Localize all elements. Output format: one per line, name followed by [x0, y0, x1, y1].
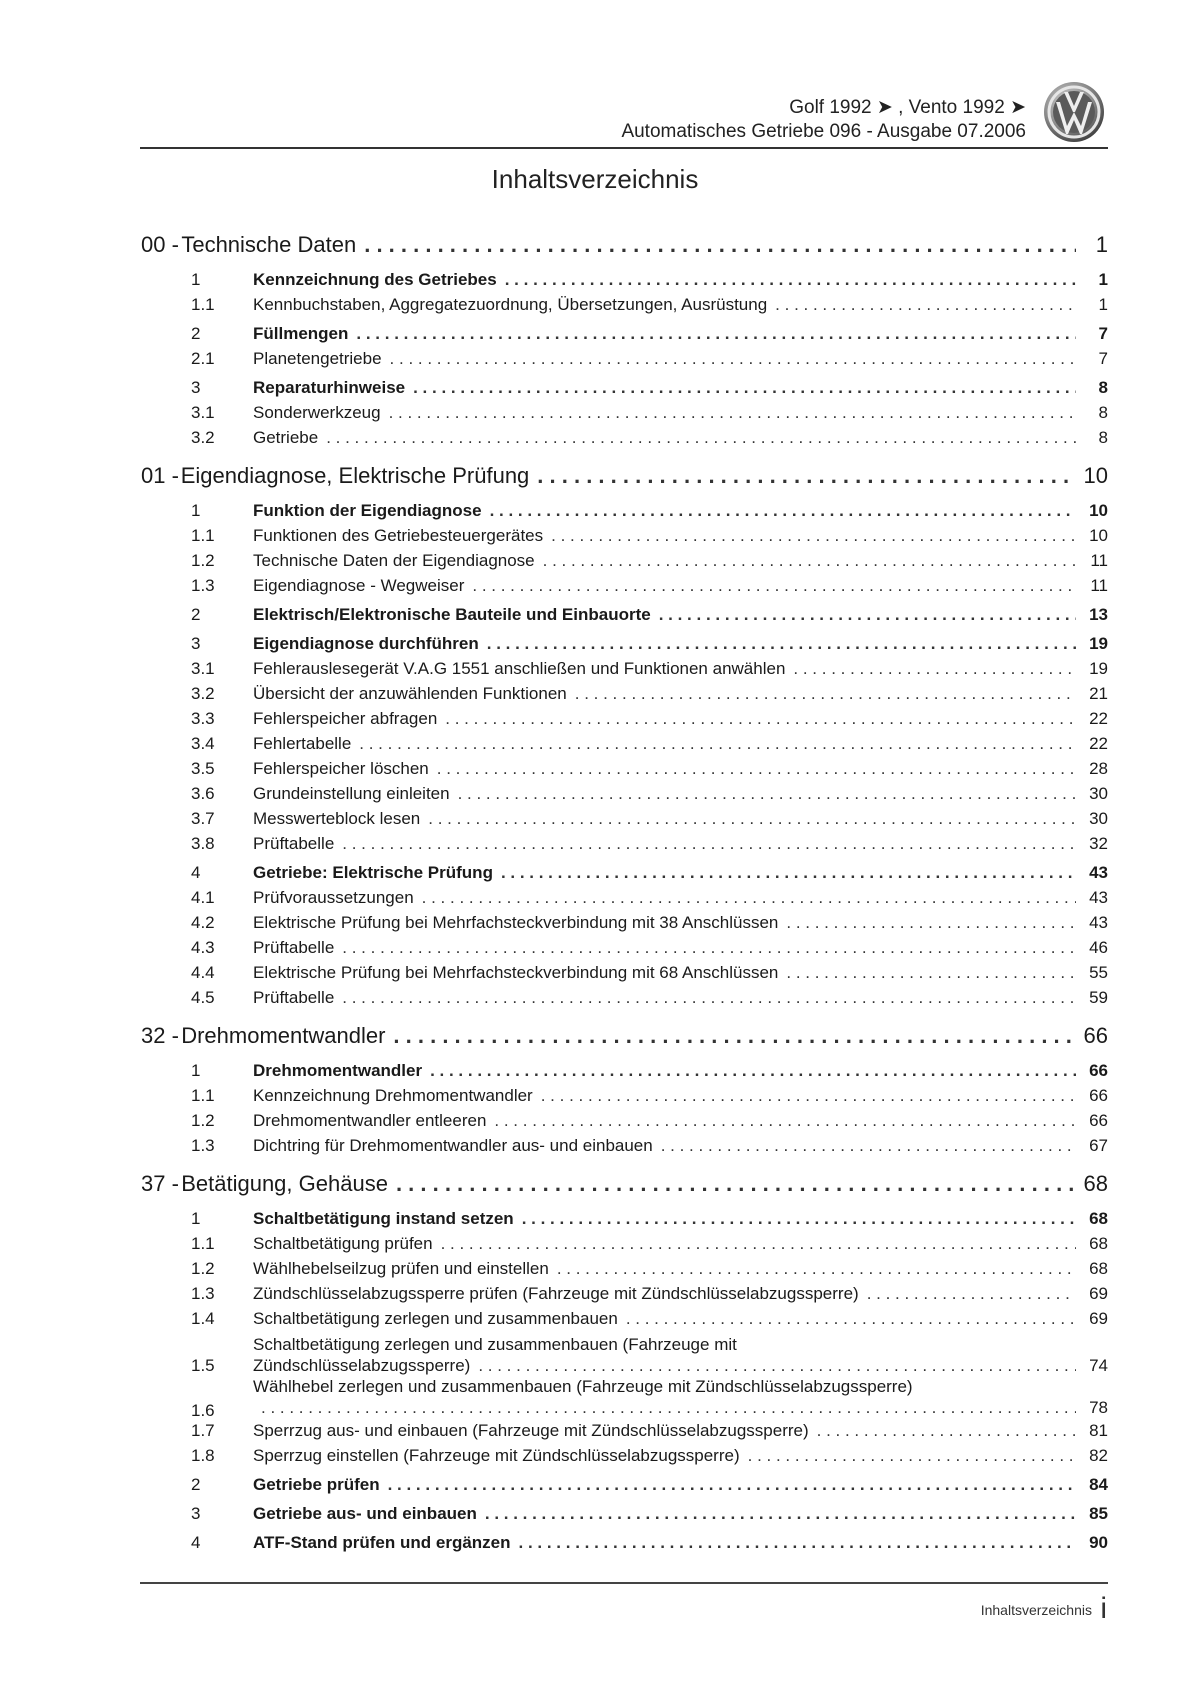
header-models: Golf 1992 ➤ , Vento 1992 ➤: [789, 97, 1026, 118]
toc-entry-level2[interactable]: [141, 526, 1108, 551]
toc-chapter[interactable]: [141, 232, 1108, 266]
toc-entry-level2[interactable]: [141, 349, 1108, 374]
dot-leader: [472, 576, 1076, 596]
toc-entry-page: 30: [1089, 784, 1108, 803]
toc-entry-title: Kennzeichnung des Getriebes: [253, 270, 497, 289]
toc-entry-number: 4.1: [191, 888, 215, 907]
dot-leader: [388, 1475, 1076, 1495]
dot-leader: [413, 378, 1076, 398]
toc-entry-page: 66: [1089, 1061, 1108, 1080]
toc-entry-page: 10: [1083, 463, 1108, 488]
toc-entry-title: Eigendiagnose, Elektrische Prüfung: [180, 463, 530, 488]
dot-leader: [501, 863, 1076, 883]
toc-entry-level2[interactable]: [141, 295, 1108, 320]
toc-entry-page: 67: [1089, 1136, 1108, 1155]
header-text: [621, 96, 1026, 144]
dot-leader: [537, 463, 1076, 489]
toc-entry-number: 1.3: [191, 1284, 215, 1303]
toc-entry-level2[interactable]: [141, 684, 1108, 709]
toc-entry-title: Schaltbetätigung zerlegen und zusammenbauen (Fahrzeuge mit: [253, 1335, 737, 1354]
toc-entry-number: 3.6: [191, 784, 215, 803]
dot-leader: [626, 1309, 1076, 1329]
dot-leader: [490, 501, 1076, 521]
toc-entry-number: 32 -: [141, 1023, 179, 1048]
dot-leader: [748, 1446, 1076, 1466]
toc-entry-page: 43: [1089, 863, 1108, 882]
toc-entry-title: Getriebe: Elektrische Prüfung: [253, 863, 493, 882]
toc-entry-title: Elektrische Prüfung bei Mehrfachsteckverbindung mit 38 Anschlüssen: [253, 913, 779, 932]
toc-entry-page: 69: [1089, 1309, 1108, 1328]
toc-entry-number: 1.2: [191, 1111, 215, 1130]
toc-entry-level2[interactable]: [141, 1309, 1108, 1334]
toc-entry-level1[interactable]: [141, 1475, 1108, 1500]
dot-leader: [428, 809, 1076, 829]
toc-entry-number: 3.5: [191, 759, 215, 778]
toc-entry-title: Sperrzug aus- und einbauen (Fahrzeuge mit Zündschlüsselabzugssperre): [253, 1421, 809, 1440]
toc-entry-number: 3.3: [191, 709, 215, 728]
toc-entry-level2[interactable]: [141, 963, 1108, 988]
dot-leader: [793, 659, 1076, 679]
dot-leader: [478, 1355, 1076, 1376]
toc-entry-page: 66: [1083, 1023, 1108, 1048]
toc-entry-level1[interactable]: [141, 605, 1108, 630]
toc-chapter[interactable]: [141, 1171, 1108, 1205]
dot-leader: [445, 709, 1076, 729]
toc-entry-page: 69: [1089, 1284, 1108, 1303]
toc-entry-page: 21: [1089, 684, 1108, 703]
footer-page-marker: i: [1100, 1592, 1107, 1625]
toc-entry-page: 1: [1098, 295, 1108, 314]
toc-entry-page: 68: [1089, 1259, 1108, 1278]
toc-entry-number: 3.1: [191, 659, 215, 678]
toc-entry-number: 4: [191, 1533, 201, 1552]
dot-leader: [342, 938, 1076, 958]
page-title: Inhaltsverzeichnis: [491, 164, 699, 194]
toc-entry-title: Schaltbetätigung zerlegen und zusammenbauen: [253, 1309, 618, 1328]
toc-entry-number: 3.7: [191, 809, 215, 828]
toc-entry-level2[interactable]: [141, 888, 1108, 913]
toc-entry-page: 11: [1090, 576, 1108, 595]
dot-leader: [522, 1209, 1076, 1229]
toc-entry-level2[interactable]: [141, 734, 1108, 759]
toc-entry-number: 2: [191, 1475, 201, 1494]
dot-leader: [359, 734, 1076, 754]
toc-entry-page: 10: [1089, 526, 1108, 545]
toc-entry-page: 7: [1098, 324, 1108, 343]
toc-entry-level2[interactable]: [141, 1086, 1108, 1111]
toc-entry-title: Wählhebelseilzug prüfen und einstellen: [253, 1259, 549, 1278]
toc-entry-title: Technische Daten: [181, 232, 357, 257]
toc-entry-title: Wählhebel zerlegen und zusammenbauen (Fahrzeuge mit Zündschlüsselabzugssperre): [253, 1377, 913, 1396]
toc-entry-number: 1.6: [191, 1401, 215, 1420]
toc-entry-title: Drehmomentwandler: [181, 1023, 386, 1048]
toc-entry-title: Fehlerspeicher löschen: [253, 759, 429, 778]
toc-entry-number: 4.5: [191, 988, 215, 1007]
toc-entry-title: Betätigung, Gehäuse: [181, 1171, 388, 1196]
toc-entry-number: 2.1: [191, 349, 215, 368]
toc-entry-level2[interactable]: [141, 1259, 1108, 1284]
toc-entry-page: 8: [1098, 403, 1108, 422]
toc-entry-number: 01 -: [141, 463, 179, 488]
dot-leader: [575, 684, 1076, 704]
toc-entry-page: 28: [1089, 759, 1108, 778]
toc-entry-number: 1.1: [191, 526, 215, 545]
toc-entry-number: 1: [191, 1209, 201, 1228]
toc-entry-number: 3.4: [191, 734, 215, 753]
dot-leader: [261, 1397, 1076, 1418]
toc-entry-number: 2: [191, 324, 201, 343]
dot-leader: [390, 349, 1076, 369]
toc-entry-level2[interactable]: [141, 709, 1108, 734]
toc-entry-title: Getriebe prüfen: [253, 1475, 380, 1494]
dot-leader: [441, 1234, 1076, 1254]
toc-entry-level2[interactable]: [141, 759, 1108, 784]
toc-entry-title: Kennbuchstaben, Aggregatezuordnung, Übersetzungen, Ausrüstung: [253, 295, 768, 314]
toc-entry-number: 3.2: [191, 684, 215, 703]
toc-entry-number: 1: [191, 501, 201, 520]
dot-leader: [396, 1171, 1076, 1197]
toc-entry-title: Drehmomentwandler: [253, 1061, 423, 1080]
toc-entry-number: 4.4: [191, 963, 215, 982]
toc-entry-title: Zündschlüsselabzugssperre prüfen (Fahrzeuge mit Zündschlüsselabzugssperre): [253, 1284, 859, 1303]
toc-chapter[interactable]: [141, 463, 1108, 497]
toc-entry-number: 4.3: [191, 938, 215, 957]
toc-entry-number: 1.1: [191, 295, 215, 314]
toc-entry-level2[interactable]: [141, 428, 1108, 453]
header-divider: [140, 147, 1108, 149]
dot-leader: [326, 428, 1076, 448]
dot-leader: [437, 759, 1076, 779]
toc-entry-page: 13: [1089, 605, 1108, 624]
toc-entry-level2[interactable]: [141, 913, 1108, 938]
toc-entry-title: Eigendiagnose - Wegweiser: [253, 576, 465, 595]
toc-entry-number: 1.5: [191, 1356, 215, 1375]
toc-entry-page: 8: [1098, 378, 1108, 397]
toc-entry-title: Elektrisch/Elektronische Bauteile und Einbauorte: [253, 605, 651, 624]
toc-entry-level2[interactable]: [141, 1334, 1108, 1376]
dot-leader: [775, 295, 1076, 315]
toc-entry-number: 4: [191, 863, 201, 882]
toc-entry-page: 43: [1089, 913, 1108, 932]
toc-entry-number: 1.4: [191, 1309, 215, 1328]
toc-entry-level2[interactable]: [141, 1136, 1108, 1161]
footer-divider: [140, 1582, 1108, 1584]
toc-entry-title: Elektrische Prüfung bei Mehrfachsteckverbindung mit 68 Anschlüssen: [253, 963, 779, 982]
dot-leader: [364, 232, 1076, 258]
toc-entry-level2[interactable]: [141, 938, 1108, 963]
toc-entry-page: 7: [1098, 349, 1108, 368]
toc-entry-title: Getriebe: [253, 428, 319, 447]
toc-entry-level1[interactable]: [141, 1504, 1108, 1529]
toc-entry-number: 1.7: [191, 1421, 215, 1440]
toc-entry-title: Funktionen des Getriebesteuergerätes: [253, 526, 544, 545]
toc-entry-number: 1: [191, 270, 201, 289]
footer-label: Inhaltsverzeichnis: [980, 1602, 1092, 1618]
toc-entry-page: 66: [1089, 1111, 1108, 1130]
dot-leader: [551, 526, 1076, 546]
dot-leader: [389, 403, 1076, 423]
toc-entry-page: 68: [1089, 1209, 1108, 1228]
toc-entry-title: Reparaturhinweise: [253, 378, 406, 397]
toc-entry-level2[interactable]: [141, 1234, 1108, 1259]
toc-entry-title: ATF-Stand prüfen und ergänzen: [253, 1533, 511, 1552]
toc-entry-number: 3: [191, 634, 201, 653]
dot-leader: [543, 551, 1076, 571]
toc-entry-page: 85: [1089, 1504, 1108, 1523]
dot-leader: [786, 913, 1076, 933]
toc-entry-number: 00 -: [141, 232, 179, 257]
toc-entry-title: Prüftabelle: [253, 988, 335, 1007]
toc-entry-title: Prüftabelle: [253, 834, 335, 853]
toc-entry-page: 11: [1090, 551, 1108, 570]
toc-entry-title: Sperrzug einstellen (Fahrzeuge mit Zündschlüsselabzugssperre): [253, 1446, 740, 1465]
toc-entry-page: 22: [1089, 734, 1108, 753]
toc-entry-title: Getriebe aus- und einbauen: [253, 1504, 477, 1523]
dot-leader: [557, 1259, 1076, 1279]
dot-leader: [430, 1061, 1076, 1081]
dot-leader: [494, 1111, 1076, 1131]
toc-entry-page: 10: [1089, 501, 1108, 520]
toc-entry-level1[interactable]: [141, 1061, 1108, 1086]
toc-entry-page: 66: [1089, 1086, 1108, 1105]
toc-entry-number: 1.1: [191, 1234, 215, 1253]
dot-leader: [342, 834, 1076, 854]
toc-entry-page: 81: [1089, 1421, 1108, 1440]
dot-leader: [393, 1023, 1076, 1049]
dot-leader: [817, 1421, 1076, 1441]
toc-entry-number: 2: [191, 605, 201, 624]
toc-entry-title: Schaltbetätigung prüfen: [253, 1234, 433, 1253]
dot-leader: [519, 1533, 1076, 1553]
toc-entry-number: 3.8: [191, 834, 215, 853]
toc-entry-level2[interactable]: [141, 403, 1108, 428]
toc-entry-level2[interactable]: [141, 1111, 1108, 1136]
toc-entry-page: 74: [1089, 1356, 1108, 1375]
toc-entry-page: 1: [1098, 270, 1108, 289]
toc-entry-level1[interactable]: [141, 1533, 1108, 1558]
toc-entry-level2[interactable]: [141, 551, 1108, 576]
toc-entry-page: 68: [1083, 1171, 1108, 1196]
toc-entry-title: Technische Daten der Eigendiagnose: [253, 551, 535, 570]
toc-entry-title: Funktion der Eigendiagnose: [253, 501, 482, 520]
dot-leader: [541, 1086, 1076, 1106]
toc-entry-title: Planetengetriebe: [253, 349, 382, 368]
toc-entry-number: 1.2: [191, 551, 215, 570]
toc-entry-number: 1: [191, 1061, 201, 1080]
header-edition: Automatisches Getriebe 096 - Ausgabe 07.2006: [621, 121, 1026, 142]
toc-entry-page: 19: [1089, 634, 1108, 653]
toc-entry-page: 55: [1089, 963, 1108, 982]
toc-entry-page: 84: [1089, 1475, 1108, 1494]
toc-entry-number: 3: [191, 1504, 201, 1523]
dot-leader: [487, 634, 1076, 654]
toc-entry-page: 30: [1089, 809, 1108, 828]
toc-entry-page: 59: [1089, 988, 1108, 1007]
dot-leader: [458, 784, 1076, 804]
toc-entry-title: Prüftabelle: [253, 938, 335, 957]
toc-entry-title: Prüfvoraussetzungen: [253, 888, 414, 907]
dot-leader: [659, 605, 1076, 625]
toc-entry-level2[interactable]: [141, 1284, 1108, 1309]
toc-entry-title: Fehlerauslesegerät V.A.G 1551 anschließen und Funktionen anwählen: [253, 659, 786, 678]
toc-entry-level1[interactable]: [141, 634, 1108, 659]
toc-entry-page: 90: [1089, 1533, 1108, 1552]
toc-entry-level2[interactable]: [141, 809, 1108, 834]
toc-entry-page: 78: [1089, 1398, 1108, 1417]
toc-entry-title: Schaltbetätigung instand setzen: [253, 1209, 514, 1228]
toc-entry-number: 3.2: [191, 428, 215, 447]
toc-entry-title: Übersicht der anzuwählenden Funktionen: [253, 684, 567, 703]
dot-leader: [485, 1504, 1076, 1524]
toc-entry-page: 46: [1089, 938, 1108, 957]
toc-entry-level2[interactable]: [141, 1446, 1108, 1471]
toc-entry-page: 1: [1095, 232, 1108, 257]
dot-leader: [661, 1136, 1076, 1156]
toc-entry-title: Fehlerspeicher abfragen: [253, 709, 438, 728]
toc-entry-title-continued: Zündschlüsselabzugssperre): [253, 1356, 471, 1375]
dot-leader: [505, 270, 1076, 290]
toc-entry-level1[interactable]: [141, 501, 1108, 526]
toc-entry-page: 82: [1089, 1446, 1108, 1465]
toc-entry-level2[interactable]: [141, 784, 1108, 809]
toc-entry-title: Dichtring für Drehmomentwandler aus- und einbauen: [253, 1136, 653, 1155]
toc-entry-page: 43: [1089, 888, 1108, 907]
toc-entry-number: 3: [191, 378, 201, 397]
toc-entry-level2[interactable]: [141, 834, 1108, 859]
toc-entry-title: Füllmengen: [253, 324, 349, 343]
toc-entry-level1[interactable]: [141, 863, 1108, 888]
toc-entry-title: Messwerteblock lesen: [253, 809, 421, 828]
toc-entry-level1[interactable]: [141, 378, 1108, 403]
toc-entry-page: 22: [1089, 709, 1108, 728]
toc-entry-level2[interactable]: [141, 988, 1108, 1013]
toc-entry-level2[interactable]: [141, 659, 1108, 684]
toc-entry-page: 32: [1089, 834, 1108, 853]
toc-entry-title: Sonderwerkzeug: [253, 403, 381, 422]
toc-entry-number: 1.1: [191, 1086, 215, 1105]
toc-entry-page: 8: [1098, 428, 1108, 447]
toc-entry-title: Grundeinstellung einleiten: [253, 784, 450, 803]
dot-leader: [342, 988, 1076, 1008]
toc-chapter[interactable]: [141, 1023, 1108, 1057]
dot-leader: [356, 324, 1076, 344]
vw-logo-icon: [1042, 80, 1106, 144]
table-of-contents: [141, 232, 1108, 1558]
toc-entry-title: Eigendiagnose durchführen: [253, 634, 479, 653]
toc-entry-number: 1.8: [191, 1446, 215, 1465]
toc-entry-title: Kennzeichnung Drehmomentwandler: [253, 1086, 533, 1105]
toc-entry-page: 68: [1089, 1234, 1108, 1253]
toc-entry-level2[interactable]: [141, 576, 1108, 601]
toc-entry-level1[interactable]: [141, 324, 1108, 349]
toc-entry-number: 4.2: [191, 913, 215, 932]
dot-leader: [422, 888, 1076, 908]
toc-entry-title: Drehmomentwandler entleeren: [253, 1111, 487, 1130]
toc-entry-number: 3.1: [191, 403, 215, 422]
toc-entry-number: 1.3: [191, 576, 215, 595]
dot-leader: [786, 963, 1076, 983]
toc-entry-level2[interactable]: [141, 1376, 1108, 1421]
toc-entry-number: 1.3: [191, 1136, 215, 1155]
dot-leader: [867, 1284, 1076, 1304]
toc-entry-level2[interactable]: [141, 1421, 1108, 1446]
toc-entry-number: 1.2: [191, 1259, 215, 1278]
toc-entry-page: 19: [1089, 659, 1108, 678]
toc-entry-number: 37 -: [141, 1171, 179, 1196]
toc-entry-level1[interactable]: [141, 1209, 1108, 1234]
toc-entry-level1[interactable]: [141, 270, 1108, 295]
toc-entry-title: Fehlertabelle: [253, 734, 352, 753]
